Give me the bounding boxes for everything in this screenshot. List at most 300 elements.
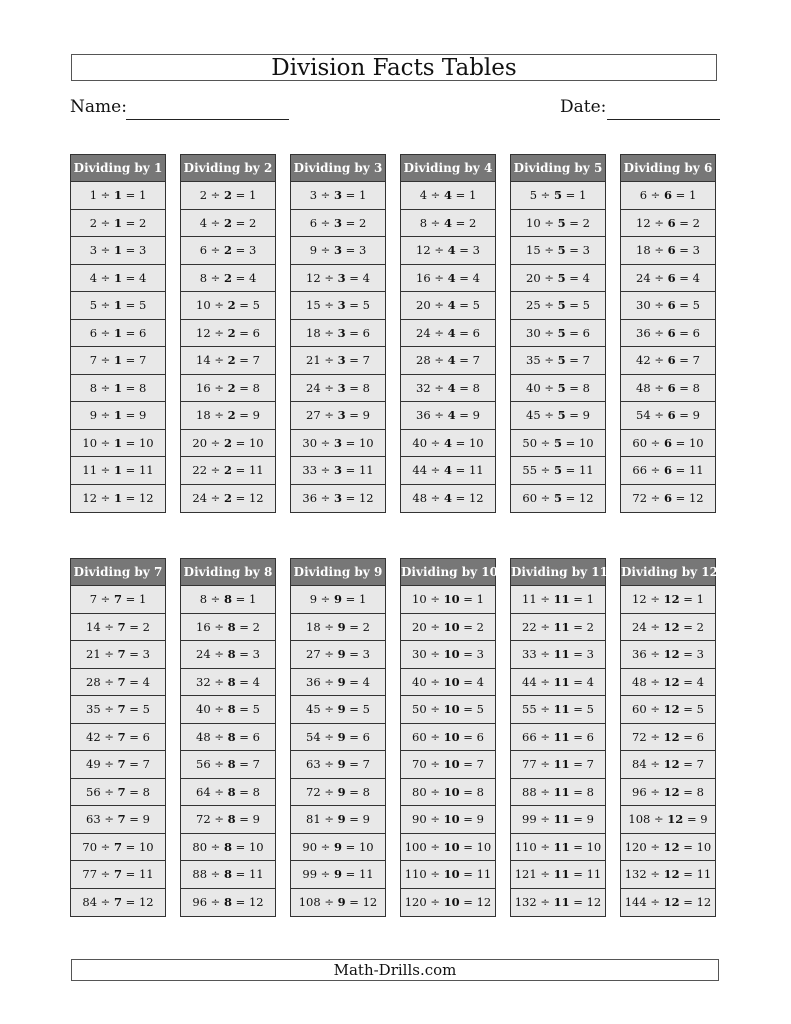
divisor: 5 <box>557 215 566 230</box>
dividend: 110 <box>404 867 427 881</box>
table-row: 33 ÷ 11 = 3 <box>511 641 605 669</box>
divisor: 4 <box>443 435 452 450</box>
quotient: 6 <box>252 325 260 340</box>
dividend: 72 <box>196 812 211 826</box>
quotient: 12 <box>248 894 264 909</box>
table-row: 2 ÷ 1 = 2 <box>71 210 165 238</box>
quotient: 4 <box>362 674 370 689</box>
table-row: 12 ÷ 4 = 3 <box>401 237 495 265</box>
table-row: 144 ÷ 12 = 12 <box>624 894 712 909</box>
divisor: 10 <box>443 592 460 606</box>
table-row: 24 ÷ 12 = 2 <box>621 614 715 642</box>
quotient: 8 <box>142 784 150 799</box>
division-table <box>70 154 166 513</box>
table-row: 66 ÷ 11 = 6 <box>511 724 605 752</box>
dividend: 45 <box>526 408 541 422</box>
quotient: 5 <box>362 298 370 312</box>
dividend: 27 <box>306 408 321 422</box>
quotient: 1 <box>358 592 367 606</box>
quotient: 8 <box>362 380 370 395</box>
dividend: 12 <box>306 270 321 285</box>
table-row: 84 ÷ 12 = 7 <box>621 751 715 779</box>
table-row: 33 ÷ 3 = 11 <box>291 457 385 485</box>
table-header: Dividing by 5 <box>511 155 605 182</box>
quotient: 9 <box>252 408 260 422</box>
dividend: 30 <box>412 647 427 661</box>
table-row: 30 ÷ 6 = 5 <box>621 292 715 320</box>
table-row: 6 ÷ 6 = 1 <box>621 182 715 210</box>
table-row: 4 ÷ 1 = 4 <box>71 265 165 293</box>
dividend: 8 <box>419 215 428 230</box>
dividend: 7 <box>89 592 98 606</box>
quotient: 7 <box>252 757 260 771</box>
divisor: 1 <box>113 188 122 202</box>
quotient: 8 <box>476 784 484 799</box>
dividend: 54 <box>636 408 651 422</box>
quotient: 8 <box>362 784 370 799</box>
dividend: 42 <box>636 353 651 367</box>
dividend: 12 <box>196 325 211 340</box>
table-row: 121 ÷ 11 = 11 <box>511 861 605 889</box>
table-row: 12 ÷ 2 = 6 <box>181 320 275 348</box>
dividend: 99 <box>302 867 318 881</box>
divisor: 11 <box>553 784 570 799</box>
table-row: 108 ÷ 9 = 12 <box>298 894 378 909</box>
division-table <box>400 154 496 513</box>
table-row: 32 ÷ 4 = 8 <box>401 375 495 403</box>
quotient: 1 <box>468 188 477 202</box>
divisor: 8 <box>227 784 236 799</box>
dividend: 25 <box>526 298 541 312</box>
table-row: 45 ÷ 9 = 5 <box>291 696 385 724</box>
dividend: 48 <box>632 674 647 689</box>
divisor: 3 <box>337 325 346 340</box>
table-row: 20 ÷ 5 = 4 <box>511 265 605 293</box>
quotient: 10 <box>138 435 154 450</box>
dividend: 6 <box>639 188 648 202</box>
dividend: 24 <box>632 619 647 634</box>
table-row: 15 ÷ 3 = 5 <box>291 292 385 320</box>
table-row: 15 ÷ 5 = 3 <box>511 237 605 265</box>
quotient: 3 <box>476 647 484 661</box>
dividend: 36 <box>416 408 431 422</box>
date-field[interactable] <box>607 119 720 120</box>
divisor: 9 <box>337 674 346 689</box>
table-header: Dividing by 10 <box>401 559 495 586</box>
dividend: 21 <box>86 647 101 661</box>
quotient: 2 <box>252 619 260 634</box>
divisor: 2 <box>227 325 236 340</box>
dividend: 16 <box>416 270 431 285</box>
divisor: 12 <box>667 812 684 826</box>
dividend: 120 <box>624 839 647 854</box>
table-row: 36 ÷ 3 = 12 <box>302 490 374 505</box>
quotient: 11 <box>468 463 484 477</box>
divisor: 8 <box>223 592 232 606</box>
table-row: 22 ÷ 11 = 2 <box>511 614 605 642</box>
dividend: 8 <box>199 270 208 285</box>
dividend: 8 <box>89 380 98 395</box>
table-row: 8 ÷ 8 = 1 <box>181 586 275 614</box>
quotient: 6 <box>586 729 594 744</box>
quotient: 12 <box>362 894 378 909</box>
table-row: 99 ÷ 11 = 9 <box>511 806 605 834</box>
quotient: 10 <box>476 839 492 854</box>
quotient: 9 <box>138 408 147 422</box>
date-label: Date: <box>560 97 607 117</box>
quotient: 7 <box>696 757 704 771</box>
division-table <box>620 558 716 917</box>
table-row: 72 ÷ 12 = 6 <box>621 724 715 752</box>
quotient: 9 <box>692 408 700 422</box>
dividend: 11 <box>82 463 98 477</box>
divisor: 12 <box>663 647 680 661</box>
divisor: 2 <box>227 298 236 312</box>
quotient: 6 <box>138 325 147 340</box>
table-row: 8 ÷ 4 = 2 <box>401 210 495 238</box>
quotient: 1 <box>138 188 147 202</box>
quotient: 7 <box>582 353 590 367</box>
table-row: 27 ÷ 9 = 3 <box>291 641 385 669</box>
dividend: 40 <box>412 674 427 689</box>
table-row: 48 ÷ 12 = 4 <box>621 669 715 697</box>
table-row: 11 ÷ 1 = 11 <box>71 457 165 485</box>
table-row: 4 ÷ 2 = 2 <box>181 210 275 238</box>
dividend: 2 <box>199 188 208 202</box>
dividend: 49 <box>86 757 101 771</box>
table-row: 16 ÷ 4 = 4 <box>401 265 495 293</box>
divisor: 8 <box>223 867 232 881</box>
table-row: 9 ÷ 1 = 9 <box>71 402 165 430</box>
quotient: 3 <box>248 243 257 257</box>
quotient: 5 <box>252 702 260 716</box>
table-row: 7 ÷ 7 = 1 <box>71 586 165 614</box>
table-row: 22 ÷ 2 = 11 <box>181 457 275 485</box>
dividend: 132 <box>514 894 537 909</box>
dividend: 16 <box>196 619 211 634</box>
dividend: 63 <box>86 812 101 826</box>
divisor: 10 <box>443 702 460 716</box>
quotient: 10 <box>358 435 374 450</box>
quotient: 12 <box>248 490 264 505</box>
dividend: 5 <box>89 298 98 312</box>
divisor: 2 <box>223 490 232 505</box>
quotient: 2 <box>586 619 594 634</box>
table-row: 24 ÷ 8 = 3 <box>181 641 275 669</box>
divisor: 1 <box>113 463 122 477</box>
dividend: 4 <box>419 188 428 202</box>
quotient: 12 <box>358 490 374 505</box>
quotient: 4 <box>252 674 260 689</box>
divisor: 4 <box>447 270 456 285</box>
divisor: 1 <box>113 298 122 312</box>
quotient: 10 <box>468 435 484 450</box>
divisor: 6 <box>667 353 676 367</box>
dividend: 22 <box>522 619 537 634</box>
divisor: 10 <box>443 839 460 854</box>
dividend: 4 <box>199 215 208 230</box>
divisor: 12 <box>663 867 680 881</box>
dividend: 12 <box>632 592 647 606</box>
quotient: 10 <box>358 839 374 854</box>
dividend: 6 <box>89 325 98 340</box>
table-row: 88 ÷ 8 = 11 <box>181 861 275 889</box>
table-row: 96 ÷ 8 = 12 <box>192 894 264 909</box>
quotient: 10 <box>248 839 264 854</box>
table-row: 18 ÷ 6 = 3 <box>621 237 715 265</box>
divisor: 3 <box>333 435 342 450</box>
quotient: 4 <box>142 674 150 689</box>
dividend: 20 <box>526 270 541 285</box>
divisor: 5 <box>557 380 566 395</box>
divisor: 7 <box>117 674 126 689</box>
quotient: 7 <box>252 353 260 367</box>
table-row: 24 ÷ 2 = 12 <box>192 490 264 505</box>
divisor: 5 <box>553 490 562 505</box>
table-header: Dividing by 1 <box>71 155 165 182</box>
dividend: 1 <box>89 188 98 202</box>
dividend: 100 <box>404 839 427 854</box>
divisor: 9 <box>337 757 346 771</box>
divisor: 5 <box>557 298 566 312</box>
divisor: 12 <box>663 592 680 606</box>
quotient: 12 <box>476 894 492 909</box>
divisor: 12 <box>663 674 680 689</box>
quotient: 12 <box>696 894 712 909</box>
dividend: 24 <box>192 490 208 505</box>
divisor: 8 <box>227 812 236 826</box>
table-row: 81 ÷ 9 = 9 <box>291 806 385 834</box>
quotient: 8 <box>582 380 590 395</box>
divisor: 12 <box>663 839 680 854</box>
quotient: 4 <box>138 270 147 285</box>
table-row: 1 ÷ 1 = 1 <box>71 182 165 210</box>
table-row: 40 ÷ 10 = 4 <box>401 669 495 697</box>
quotient: 4 <box>692 270 700 285</box>
quotient: 1 <box>688 188 697 202</box>
divisor: 5 <box>557 325 566 340</box>
table-row: 16 ÷ 2 = 8 <box>181 375 275 403</box>
quotient: 7 <box>476 757 484 771</box>
divisor: 6 <box>663 188 672 202</box>
dividend: 64 <box>196 784 211 799</box>
dividend: 10 <box>412 592 427 606</box>
table-header: Dividing by 2 <box>181 155 275 182</box>
quotient: 2 <box>692 215 700 230</box>
quotient: 10 <box>586 839 602 854</box>
quotient: 12 <box>586 894 602 909</box>
table-row: 14 ÷ 7 = 2 <box>71 614 165 642</box>
table-row: 48 ÷ 4 = 12 <box>412 490 484 505</box>
table-row: 28 ÷ 7 = 4 <box>71 669 165 697</box>
quotient: 12 <box>138 490 154 505</box>
quotient: 9 <box>582 408 590 422</box>
name-field[interactable] <box>126 119 289 120</box>
table-row: 9 ÷ 3 = 3 <box>291 237 385 265</box>
dividend: 15 <box>306 298 321 312</box>
divisor: 11 <box>553 674 570 689</box>
divisor: 5 <box>557 270 566 285</box>
table-row: 66 ÷ 6 = 11 <box>621 457 715 485</box>
divisor: 1 <box>113 435 122 450</box>
table-row: 132 ÷ 11 = 12 <box>514 894 602 909</box>
divisor: 10 <box>443 812 460 826</box>
quotient: 2 <box>582 215 590 230</box>
table-row: 18 ÷ 3 = 6 <box>291 320 385 348</box>
table-row: 14 ÷ 2 = 7 <box>181 347 275 375</box>
divisor: 2 <box>227 380 236 395</box>
divisor: 1 <box>113 380 122 395</box>
table-row: 40 ÷ 4 = 10 <box>401 430 495 458</box>
quotient: 5 <box>582 298 590 312</box>
dividend: 44 <box>412 463 428 477</box>
divisor: 1 <box>113 243 122 257</box>
dividend: 20 <box>412 619 427 634</box>
quotient: 8 <box>138 380 147 395</box>
quotient: 9 <box>476 812 484 826</box>
divisor: 12 <box>663 757 680 771</box>
quotient: 11 <box>476 867 492 881</box>
table-row: 45 ÷ 5 = 9 <box>511 402 605 430</box>
dividend: 18 <box>636 243 651 257</box>
dividend: 35 <box>86 702 101 716</box>
dividend: 5 <box>529 188 538 202</box>
table-row: 132 ÷ 12 = 11 <box>621 861 715 889</box>
dividend: 88 <box>522 784 537 799</box>
dividend: 66 <box>522 729 537 744</box>
divisor: 5 <box>553 188 562 202</box>
table-row: 8 ÷ 2 = 4 <box>181 265 275 293</box>
quotient: 5 <box>362 702 370 716</box>
divisor: 2 <box>223 188 232 202</box>
table-row: 40 ÷ 5 = 8 <box>511 375 605 403</box>
divisor: 11 <box>553 619 570 634</box>
table-row: 108 ÷ 12 = 9 <box>621 806 715 834</box>
dividend: 120 <box>404 894 427 909</box>
table-row: 56 ÷ 8 = 7 <box>181 751 275 779</box>
divisor: 11 <box>553 647 570 661</box>
quotient: 5 <box>586 702 594 716</box>
table-row: 12 ÷ 3 = 4 <box>291 265 385 293</box>
quotient: 11 <box>688 463 704 477</box>
table-row: 60 ÷ 12 = 5 <box>621 696 715 724</box>
divisor: 7 <box>117 619 126 634</box>
dividend: 4 <box>89 270 98 285</box>
table-row: 110 ÷ 10 = 11 <box>401 861 495 889</box>
quotient: 6 <box>582 325 590 340</box>
quotient: 3 <box>358 243 367 257</box>
dividend: 27 <box>306 647 321 661</box>
quotient: 6 <box>472 325 480 340</box>
table-row: 18 ÷ 9 = 2 <box>291 614 385 642</box>
table-row: 72 ÷ 9 = 8 <box>291 779 385 807</box>
quotient: 1 <box>248 592 257 606</box>
table-row: 63 ÷ 7 = 9 <box>71 806 165 834</box>
table-header: Dividing by 12 <box>621 559 715 586</box>
divisor: 6 <box>667 408 676 422</box>
dividend: 35 <box>526 353 541 367</box>
divisor: 6 <box>667 243 676 257</box>
quotient: 2 <box>142 619 150 634</box>
division-table <box>510 558 606 917</box>
table-row: 36 ÷ 6 = 6 <box>621 320 715 348</box>
divisor: 11 <box>553 757 570 771</box>
table-row: 50 ÷ 5 = 10 <box>511 430 605 458</box>
quotient: 11 <box>248 867 264 881</box>
dividend: 6 <box>199 243 208 257</box>
table-row: 55 ÷ 11 = 5 <box>511 696 605 724</box>
divisor: 8 <box>227 674 236 689</box>
table-row: 20 ÷ 2 = 10 <box>181 430 275 458</box>
quotient: 1 <box>138 592 147 606</box>
divisor: 5 <box>557 408 566 422</box>
dividend: 60 <box>412 729 427 744</box>
division-table <box>510 154 606 513</box>
division-table <box>180 558 276 917</box>
table-row: 120 ÷ 10 = 12 <box>404 894 492 909</box>
table-row: 8 ÷ 1 = 8 <box>71 375 165 403</box>
quotient: 6 <box>692 325 700 340</box>
table-row: 10 ÷ 10 = 1 <box>401 586 495 614</box>
divisor: 9 <box>337 702 346 716</box>
dividend: 2 <box>89 215 98 230</box>
dividend: 22 <box>192 463 208 477</box>
dividend: 84 <box>82 894 98 909</box>
divisor: 2 <box>223 435 232 450</box>
dividend: 77 <box>522 757 537 771</box>
dividend: 80 <box>192 839 208 854</box>
divisor: 12 <box>663 729 680 744</box>
table-row: 20 ÷ 4 = 5 <box>401 292 495 320</box>
table-row: 35 ÷ 5 = 7 <box>511 347 605 375</box>
table-row: 21 ÷ 3 = 7 <box>291 347 385 375</box>
quotient: 3 <box>362 647 370 661</box>
divisor: 6 <box>667 270 676 285</box>
quotient: 10 <box>696 839 712 854</box>
table-header: Dividing by 6 <box>621 155 715 182</box>
table-row: 63 ÷ 9 = 7 <box>291 751 385 779</box>
dividend: 70 <box>412 757 427 771</box>
quotient: 4 <box>362 270 370 285</box>
divisor: 1 <box>113 215 122 230</box>
table-row: 60 ÷ 10 = 6 <box>401 724 495 752</box>
quotient: 10 <box>248 435 264 450</box>
dividend: 36 <box>636 325 651 340</box>
dividend: 24 <box>196 647 211 661</box>
table-row: 56 ÷ 7 = 8 <box>71 779 165 807</box>
quotient: 3 <box>582 243 590 257</box>
divisor: 4 <box>443 490 452 505</box>
dividend: 36 <box>632 647 647 661</box>
divisor: 5 <box>553 463 562 477</box>
quotient: 5 <box>692 298 700 312</box>
divisor: 5 <box>553 435 562 450</box>
dividend: 12 <box>416 243 431 257</box>
dividend: 96 <box>632 784 647 799</box>
quotient: 5 <box>252 298 260 312</box>
dividend: 45 <box>306 702 321 716</box>
quotient: 5 <box>142 702 150 716</box>
table-header: Dividing by 4 <box>401 155 495 182</box>
divisor: 7 <box>113 839 122 854</box>
quotient: 4 <box>248 270 257 285</box>
quotient: 5 <box>696 702 704 716</box>
table-header: Dividing by 9 <box>291 559 385 586</box>
divisor: 11 <box>553 729 570 744</box>
divisor: 3 <box>333 490 342 505</box>
divisor: 4 <box>447 380 456 395</box>
dividend: 36 <box>306 674 321 689</box>
